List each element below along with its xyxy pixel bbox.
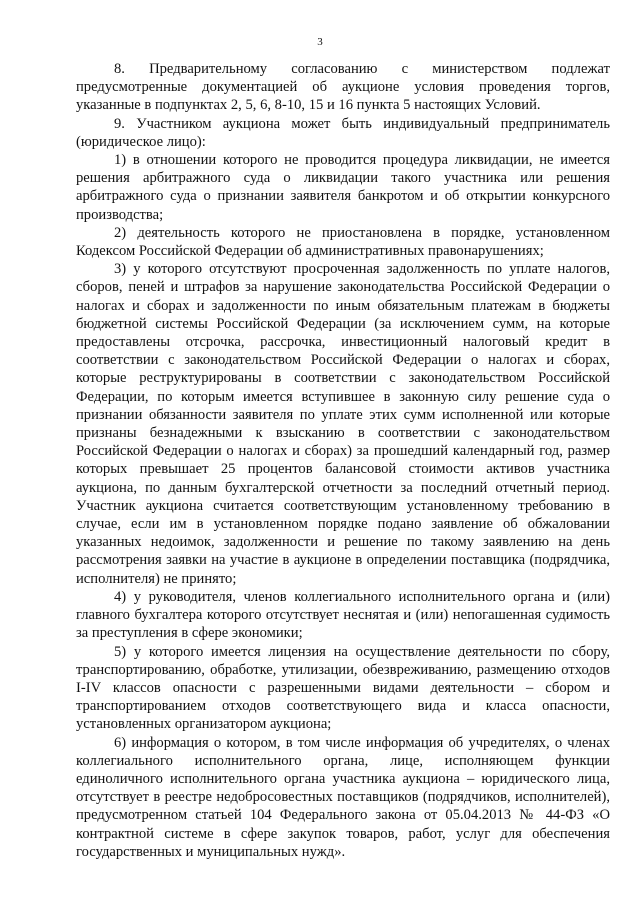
subparagraph-1-no-liquidation: 1) в отношении которого не проводится процедура ликвидации, не имеется решения арбитражного суда о ликвидации такого участника или решения арбитражного суда о признании заявителя банкротом и об открытии конкурсного производства; xyxy=(76,152,610,223)
subparagraph-6-not-in-registry: 6) информация о котором, в том числе информация об учредителях, о членах коллегиального исполнительного органа, лице, исполняющем функции единоличного исполнительного органа участника аукциона – юридического лица, отсутствует в реестре недобросовестных поставщиков (подрядчиков, исполнителей), предусмотренном статьей 104 Федерального закона от 05.04.2013 № 44-ФЗ «О контрактной системе в сфере закупок товаров, работ, услуг для обеспечения государственных и муниципальных нужд». xyxy=(76,734,610,860)
paragraph-9-participant-requirements: 9. Участником аукциона может быть индивидуальный предприниматель (юридическое лицо): xyxy=(76,115,610,150)
subparagraph-5-license: 5) у которого имеется лицензия на осуществление деятельности по сбору, транспортированию, обработке, утилизации, обезвреживанию, размещению отходов I-IV классов опасности с разрешенными видами деятельности – сбором и транспортированием отходов соответствующего вида и класса опасности, установленных организатором аукциона; xyxy=(76,643,610,733)
document-body xyxy=(76,60,610,861)
subparagraph-4-no-criminal-record: 4) у руководителя, членов коллегиального исполнительного органа и (или) главного бухгалтера которого отсутствует неснятая и (или) непогашенная судимость за преступления в сфере экономики; xyxy=(76,588,610,642)
subparagraph-2-not-suspended: 2) деятельность которого не приостановлена в порядке, установленном Кодексом Российской Федерации об административных правонарушениях; xyxy=(76,224,610,260)
subparagraph-3-no-tax-debt: 3) у которого отсутствуют просроченная задолженность по уплате налогов, сборов, пеней и штрафов за нарушение законодательства Российской Федерации о налогах и сборах и задолженности по иным обязательным платежам в бюджеты бюджетной системы Российской Федерации (за исключением сумм, на которые предоставлены отсрочка, рассрочка, инвестиционный налоговый кредит в соответствии с законодательством Российской Федерации о налогах и сборах, которые реструктурированы в соответствии с законодательством Российской Федерации, по которым имеется вступившее в законную силу решение суда о признании обязанности заявителя по уплате этих сумм исполненной или которые признаны безнадежными к взысканию в соответствии с законодательством Российской Федерации о налогах и сборах) за прошедший календарный год, размер которых превышает 25 процентов балансовой стоимости активов участника аукциона, по данным бухгалтерской отчетности за последний отчетный период. Участник аукциона считается соответствующим установленному требованию в случае, если им в установленном порядке подано заявление об обжаловании указанных недоимок, задолженности и решение по такому заявлению на день рассмотрения заявки на участие в аукционе в определении поставщика (подрядчика, исполнителя) не принято; xyxy=(76,261,610,587)
paragraph-8-preliminary-approval: 8. Предварительному согласованию с министерством подлежат предусмотренные документацией об аукционе условия проведения торгов, указанные в подпунктах 2, 5, 6, 8-10, 15 и 16 пункта 5 настоящих Условий. xyxy=(76,61,610,114)
page-number: 3 xyxy=(317,36,323,48)
